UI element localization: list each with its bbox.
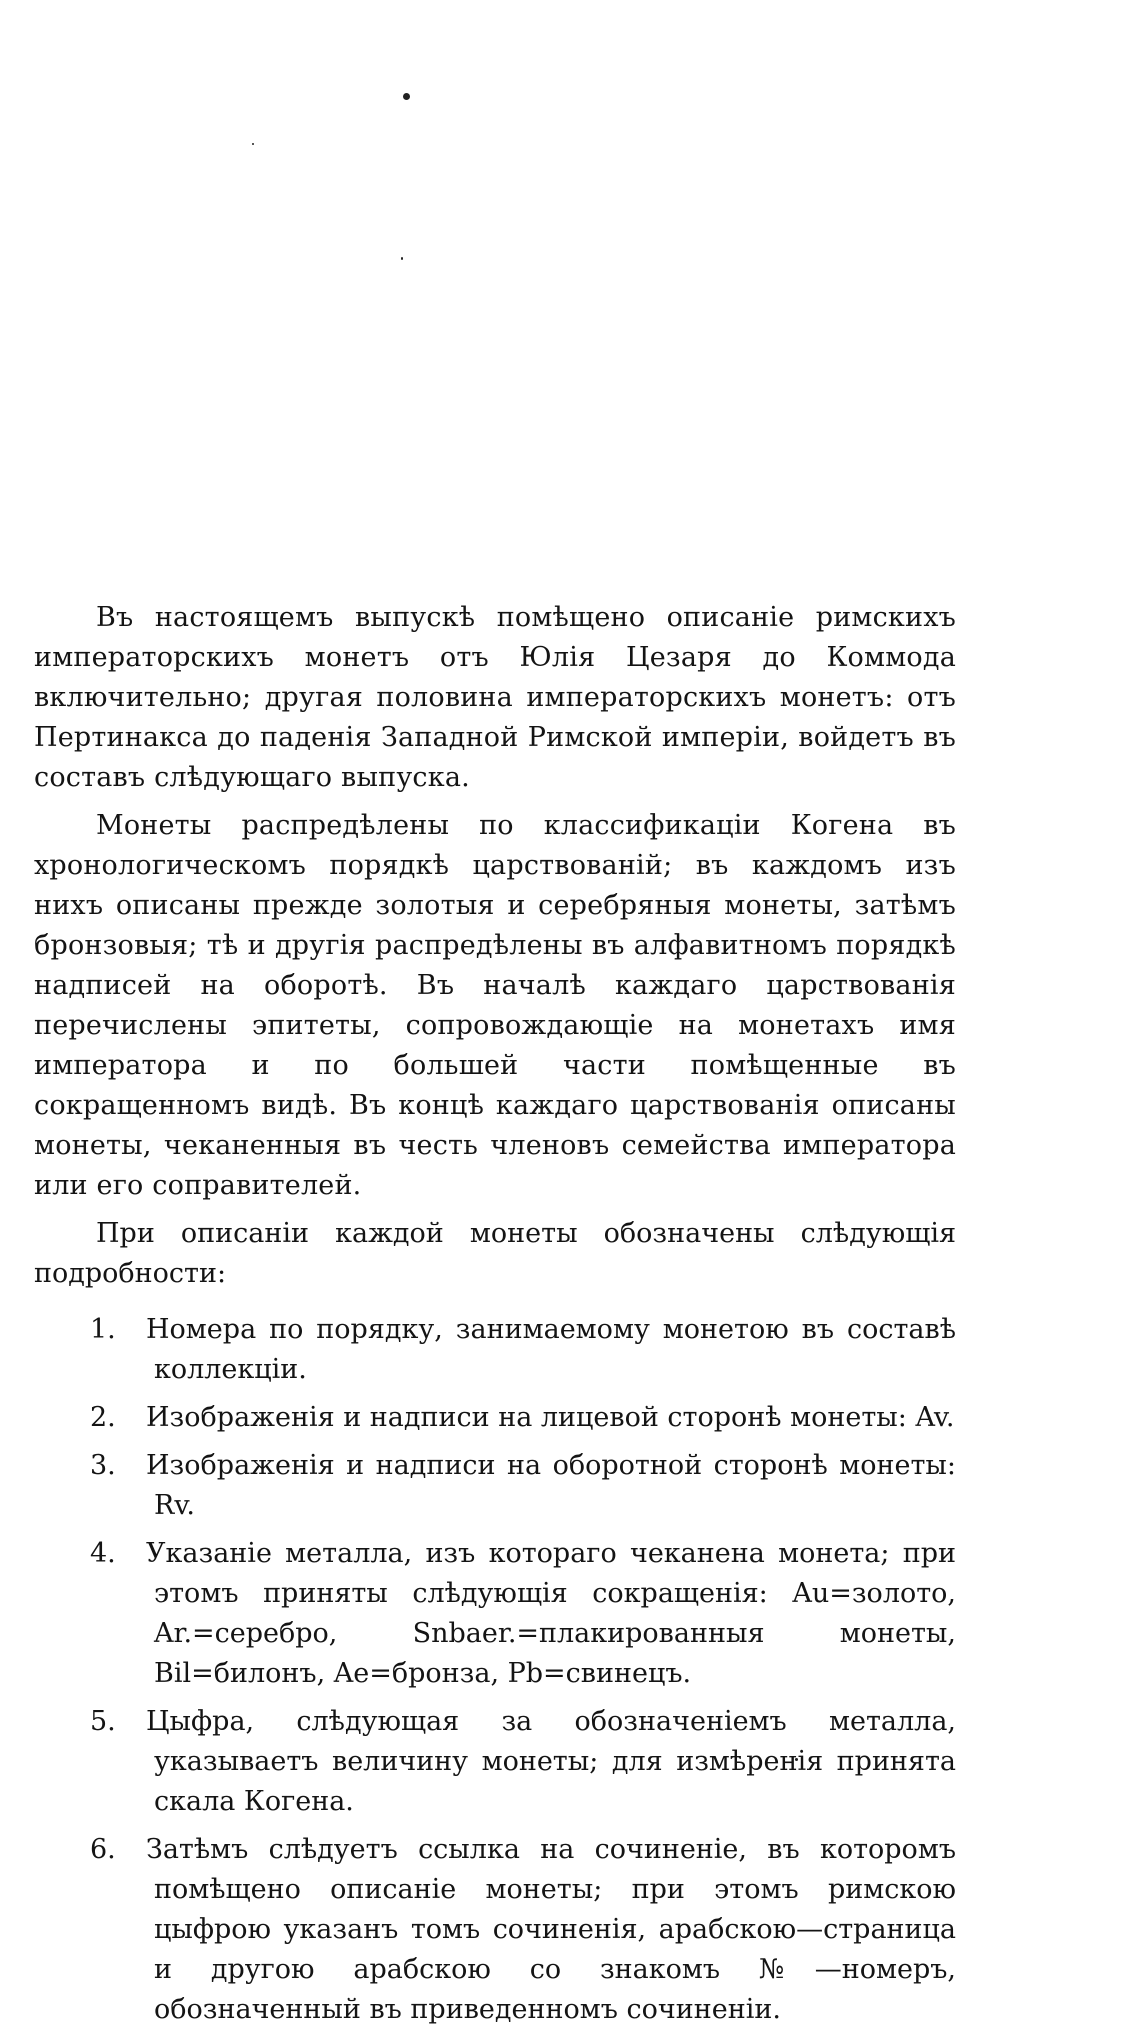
list-item-text: Затѣмъ слѣдуетъ ссылка на сочиненіе, въ которомъ помѣщено описаніе монеты; при этомъ римскою цыфрою указанъ томъ сочиненія, арабскою—страница и другою арабскою со знакомъ №—номеръ, обозначенный въ приведенномъ сочиненіи. [146,1834,956,2025]
list-item-number: 2. [90,1402,116,1433]
print-speck [403,93,410,100]
list-item-text: Номера по порядку, занимаемому монетою въ составѣ коллекціи. [146,1314,956,1385]
list-item [34,1398,956,1438]
list-item-text: Цыфра, слѣдующая за обозначеніемъ металла, указываетъ величину монеты; для измѣренія принята скала Когена. [146,1706,956,1817]
list-item-text: Указаніе металла, изъ котораго чеканена монета; при этомъ приняты слѣдующія сокращенія: Au=золото, Ar.=серебро, Snbaer.=плакированныя монеты, Bil=билонъ, Ae=бронза, Pb=свинецъ. [146,1538,956,1689]
print-speck [252,143,254,145]
list-item [34,1702,956,1822]
list-item-number: 4. [90,1538,116,1569]
list-item-number: 3. [90,1450,116,1481]
intro-paragraph-3: При описаніи каждой монеты обозначены слѣдующія подробности: [34,1218,956,1289]
list-item-text: Изображенія и надписи на лицевой сторонѣ монеты: Av. [146,1402,955,1433]
details-list [34,1310,956,2030]
intro-paragraph-1: Въ настоящемъ выпускѣ помѣщено описаніе римскихъ императорскихъ монетъ отъ Юлія Цезаря до Коммода включительно; другая половина императорскихъ монетъ: отъ Пертинакса до паденія Западной Римской имперіи, войдетъ въ составъ слѣдующаго выпуска. [34,602,956,793]
intro-paragraph-2: Монеты распредѣлены по классификаціи Когена въ хронологическомъ порядкѣ царствованій; въ каждомъ изъ нихъ описаны прежде золотыя и серебряныя монеты, затѣмъ бронзовыя; тѣ и другія распредѣлены въ алфавитномъ порядкѣ надписей на оборотѣ. Въ началѣ каждаго царствованія перечислены эпитеты, сопровождающіе на монетахъ имя императора и по большей части помѣщенные въ сокращенномъ видѣ. Въ концѣ каждаго царствованія описаны монеты, чеканенныя въ честь членовъ семейства императора или его соправителей. [34,810,956,1201]
main-text [34,598,956,2038]
list-item-text: Изображенія и надписи на оборотной сторонѣ монеты: Rv. [146,1450,956,1521]
list-item-number: 1. [90,1314,116,1345]
print-speck [401,257,403,260]
list-item [34,1830,956,2030]
list-item-number: 5. [90,1706,116,1737]
list-item [34,1310,956,1390]
list-item [34,1446,956,1526]
list-item [34,1534,956,1694]
list-item-number: 6. [90,1834,116,1865]
